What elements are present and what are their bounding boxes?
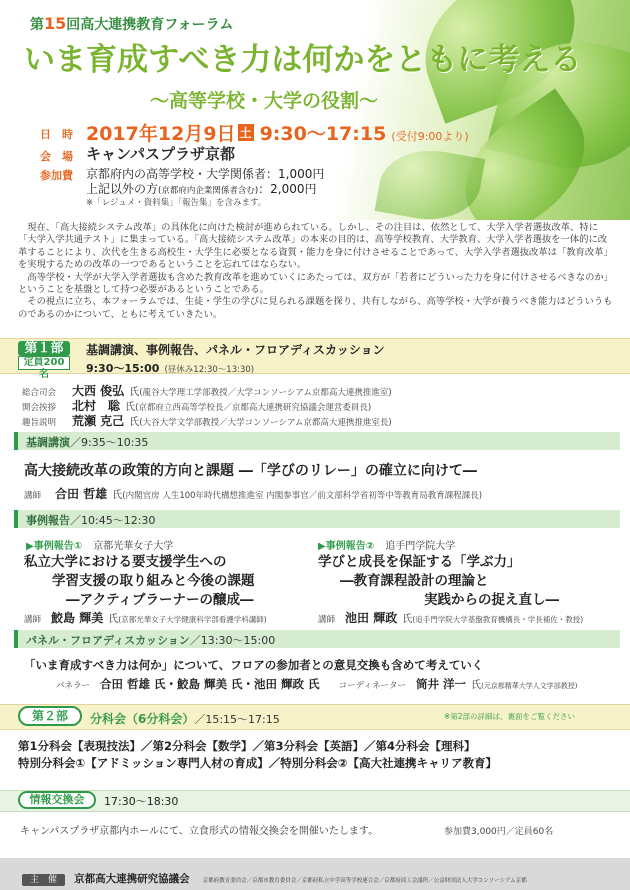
part2-title: 分科会（6分科会） [90, 712, 195, 726]
role-label: 趣旨説明 [22, 418, 57, 428]
speaker-name: 鮫島 輝美 [51, 611, 104, 625]
speaker-suffix: 氏 [402, 614, 413, 625]
part2-line-1: 第1分科会【表現技法】／第2分科会【数学】／第3分科会【英語】／第4分科会【理科】 [18, 739, 476, 753]
part2-tag: 第２部 [18, 706, 82, 726]
intro-text [18, 222, 614, 321]
date-value: 2017年12月9日 [86, 123, 236, 145]
fee-line-2-b: (京都府内企業関係者含む) [158, 186, 259, 196]
part1-time-note: (昼休み12:30〜13:30) [164, 365, 255, 375]
roles-list [22, 380, 392, 428]
speaker-label: 講師 [24, 615, 42, 625]
forum-number-value: 15 [44, 14, 67, 33]
page-title: いま育成すべき力は何かをともに考える [24, 42, 582, 78]
speaker-affil: (追手門学院大学基盤教育機構長・学長補佐・教授) [412, 615, 584, 624]
case1-title-1: 私立大学における要支援学生への [24, 554, 227, 570]
case1-tag: ▶事例報告① [26, 541, 83, 552]
speaker-name: 合田 哲雄 [55, 487, 108, 501]
panel-time: ／13:30〜15:00 [189, 634, 276, 647]
fee-line-2-c: ：2,000円 [258, 182, 317, 196]
panel-description: 「いま育成すべき力は何か」について、フロアの参加者との意見交換も含めて考えていく [24, 658, 484, 672]
intro-paragraph: その視点に立ち、本フォーラムでは、生徒・学生の学びに見られる課題を探り、共有しながら、高等学校・大学が養うべき能力はどういうものであるのかについて、ともに考えていきたい。 [18, 296, 613, 320]
forum-number [30, 14, 233, 34]
fee-label: 参加費 [40, 169, 73, 182]
role-row [22, 380, 392, 398]
role-person: 大西 俊弘 [72, 384, 125, 398]
cases-header [14, 510, 620, 528]
case2-tag: ▶事例報告② [318, 541, 375, 552]
keynote-title: 高大接続改革の政策的方向と課題 ―「学びのリレー」の確立に向けて― [24, 463, 477, 479]
role-row [22, 410, 392, 428]
panelist-names: 合田 哲雄 氏・鮫島 輝美 氏・池田 輝政 氏 [100, 677, 320, 691]
fee-line-2-a: 上記以外の方 [86, 182, 159, 196]
forum-prefix: 第 [30, 17, 44, 33]
speaker-label: 講師 [318, 615, 336, 625]
organizer-label: 主 催 [22, 874, 65, 886]
part1-time-line [86, 357, 254, 376]
date-line [86, 119, 469, 146]
part1-capacity: 定員200名 [18, 356, 70, 370]
part2-note: ※第2部の詳細は、裏面をご覧ください [444, 712, 576, 721]
exchange-time: 17:30〜18:30 [104, 795, 179, 808]
page-subtitle: 〜高等学校・大学の役割〜 [150, 90, 379, 112]
fee-note: ※「レジュメ・資料集」「報告集」を含みます。 [86, 198, 267, 208]
time-note: (受付9:00より) [391, 130, 469, 143]
coordinator-label: コーディネーター [338, 681, 406, 691]
panel-members-line [56, 673, 578, 692]
keynote-head: 基調講演 [26, 436, 70, 449]
role-suffix: 氏 [129, 417, 140, 428]
speaker-suffix: 氏 [112, 490, 123, 501]
coordinator-affil: (元京都精華大学人文学部教授) [481, 682, 578, 690]
part1-title: 基調講演、事例報告、パネル・フロアディスカッション [86, 343, 385, 357]
speaker-affil: (内閣官房 人生100年時代構想推進室 内閣参事官／前文部科学省初等中等教育局教育課程課長) [122, 491, 483, 501]
coordinator-name: 筒井 洋一 [415, 677, 466, 691]
part1-tag: 第１部 [18, 341, 70, 356]
role-suffix: 氏 [129, 387, 140, 398]
coordinator-suffix: 氏 [471, 680, 482, 691]
role-person: 北村 聡 [72, 399, 121, 413]
keynote-header [14, 432, 620, 450]
cases-head: 事例報告 [26, 514, 70, 527]
case2-title-2: ―教育課程設計の理論と [340, 573, 489, 589]
footer [0, 858, 630, 890]
fee-line-1: 京都府内の高等学校・大学関係者：1,000円 [86, 167, 325, 181]
cases-time: ／10:45〜12:30 [70, 514, 156, 527]
role-label: 総合司会 [22, 388, 57, 398]
exchange-tag: 情報交換会 [18, 791, 96, 809]
case2-speaker-line [318, 607, 583, 626]
time-value: 9:30〜17:15 [259, 123, 387, 145]
case2-title-1: 学びと成長を保証する「学ぶ力」 [318, 554, 521, 570]
weekday-badge: 土 [239, 126, 252, 140]
venue-value: キャンパスプラザ京都 [86, 145, 235, 163]
keynote-time: ／9:35〜10:35 [70, 436, 149, 449]
fee-line-2 [86, 180, 317, 197]
role-affil: (龍谷大学理工学部教授／大学コンソーシアム京都高大連携推進室) [139, 388, 392, 398]
speaker-label: 講師 [24, 491, 42, 501]
organizer-name: 京都高大連携研究協議会 [74, 873, 190, 885]
panel-header [14, 630, 620, 648]
venue-label: 会 場 [40, 150, 73, 163]
speaker-suffix: 氏 [108, 614, 119, 625]
date-label: 日 時 [40, 128, 73, 141]
part2-time: ／15:15〜17:15 [194, 713, 280, 726]
part2-title-line [90, 708, 280, 727]
role-suffix: 氏 [125, 402, 136, 413]
panel-head: パネル・フロアディスカッション [26, 634, 190, 647]
part1-time: 9:30〜15:00 [86, 362, 160, 375]
panelist-label: パネラー [56, 681, 91, 691]
role-affil: (大谷大学文学部教授／大学コンソーシアム京都高大連携推進室長) [139, 418, 392, 428]
exchange-description: キャンパスプラザ京都内ホールにて、立食形式の情報交換会を開催いたします。 [20, 826, 379, 837]
organizer-members: 京都府教育委員会／京都市教育委員会／京都府私立中学高等学校連合会／京都府商工会議所／公益財団法人大学コンソーシアム京都 [202, 878, 527, 884]
exchange-fee: 参加費3,000円／定員60名 [444, 827, 554, 837]
footer-content [22, 867, 527, 886]
case2-school: 追手門学院大学 [385, 541, 456, 552]
speaker-name: 池田 輝政 [345, 611, 398, 625]
intro-paragraph: 現在、「高大接続システム改革」の具体化に向けた検討が進められている。しかし、その注目は、依然として、大学入学者選抜改革、特に「大学入学共通テスト」に集まっている。「高大接続システム改革」の本来の目的は、高等学校教育、大学教育、大学入学者選抜を一体的に改革することにより、次代を生きる高校生・大学生に必要となる資質・能力を身に付けさせることであって、大学入学者選抜改革は「教育改革」を実現するための改革の一つであるということを忘れてはならない。 [18, 222, 613, 271]
case1-title-2: 学習支援の取り組みと今後の課題 [52, 573, 255, 589]
case1-title-3: ―アクティブラーナーの醸成― [66, 592, 254, 608]
intro-paragraph: 高等学校・大学が大学入学者選抜も含めた教育改革を進めていくにあたっては、双方が「若者にどういった力を身に付けさせるべきなのか」ということを基盤として持つ必要があるということである。 [18, 271, 614, 296]
role-person: 荒瀬 克己 [72, 414, 125, 428]
speaker-affil: (京都光華女子大学健康科学部看護学科講師) [118, 615, 267, 624]
case2-title-3: 実践からの捉え直し― [424, 592, 559, 608]
role-row [22, 395, 392, 413]
case1-speaker-line [24, 607, 267, 626]
role-affil: (京都府立西高等学校長／京都高大連携研究協議会運営委員長) [135, 403, 372, 413]
keynote-speaker-line [24, 483, 482, 502]
part2-line-2: 特別分科会①【アドミッション専門人材の育成】／特別分科会②【高大社連携キャリア教育】 [18, 756, 498, 770]
forum-suffix: 回高大連携教育フォーラム [66, 17, 234, 33]
case1-school: 京都光華女子大学 [93, 541, 174, 552]
role-label: 開会挨拶 [22, 403, 57, 413]
